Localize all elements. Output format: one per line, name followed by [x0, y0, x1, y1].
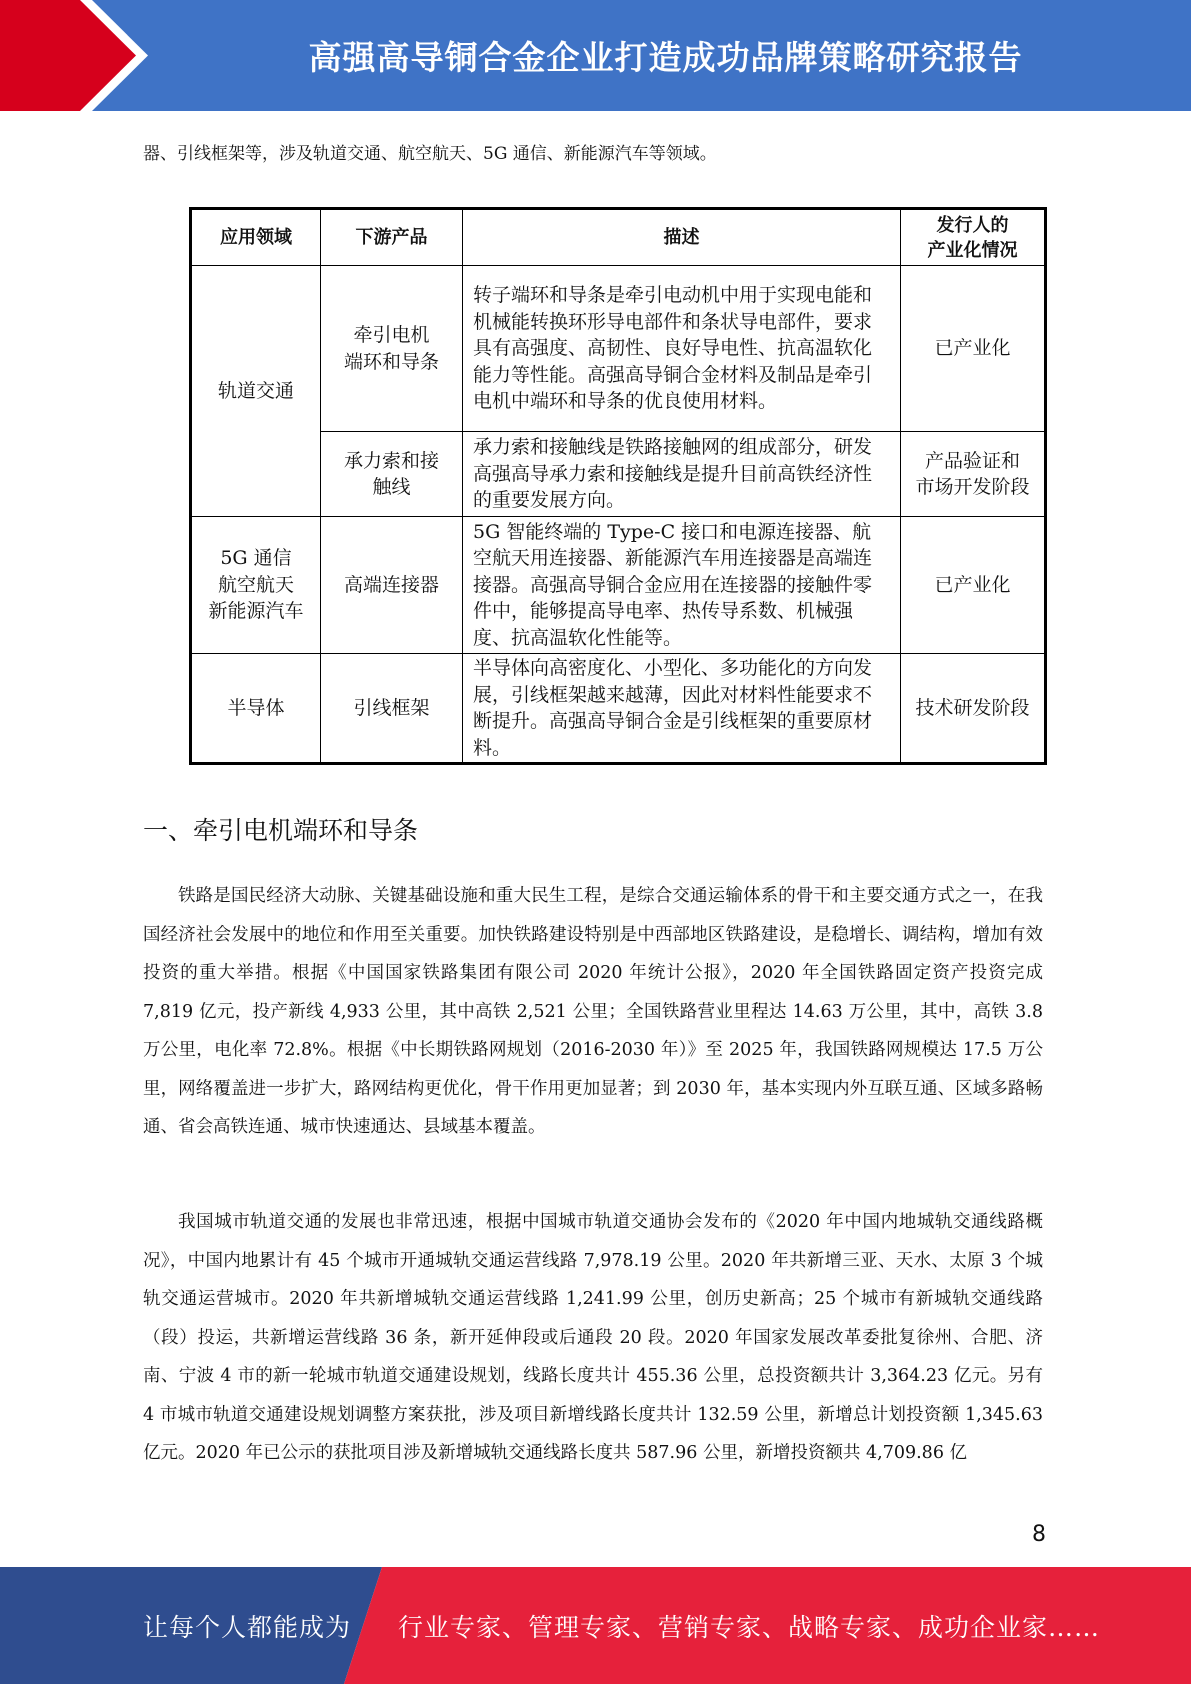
column-header: 下游产品	[321, 209, 463, 266]
desc-cell: 转子端环和导条是牵引电动机中用于实现电能和机械能转换环形导电部件和条状导电部件，要求具有高强度、高韧性、良好导电性、抗高温软化能力等性能。高强高导铜合金材料及制品是牵引电机中端环和导条的优良使用材料。	[463, 266, 901, 432]
table-header-row	[191, 209, 1046, 266]
desc-cell: 5G 智能终端的 Type-C 接口和电源连接器、航空航天用连接器、新能源汽车用连接器是高端连接器。高强高导铜合金应用在连接器的接触件零件中，能够提高导电率、热传导系数、机械强度、抗高温软化性能等。	[463, 517, 901, 654]
field-cell: 5G 通信 航空航天 新能源汽车	[191, 517, 321, 654]
section-heading: 一、牵引电机端环和导条	[143, 816, 419, 845]
field-cell: 轨道交通	[191, 266, 321, 517]
footer-slogan-right: 行业专家、管理专家、营销专家、战略专家、成功企业家……	[398, 1612, 1101, 1642]
column-header: 描述	[463, 209, 901, 266]
field-cell: 半导体	[191, 654, 321, 764]
status-cell: 已产业化	[901, 266, 1046, 432]
body-paragraph: 我国城市轨道交通的发展也非常迅速，根据中国城市轨道交通协会发布的《2020 年中国内地城轨交通线路概况》，中国内地累计有 45 个城市开通城轨交通运营线路 7,978.19 公里。2020 年共新增三亚、天水、太原 3 个城轨交通运营城市。2020 年共新增城轨交通运营线路 1,241.99 公里，创历史新高；25 个城市有新城轨交通线路（段）投运，共新增运营线路 36 条，新开延伸段或后通段 20 段。2020 年国家发展改革委批复徐州、合肥、济南、宁波 4 市的新一轮城市轨道交通建设规划，线路长度共计 455.36 公里，总投资额共计 3,364.23 亿元。另有 4 市城市轨道交通建设规划调整方案获批，涉及项目新增线路长度共计 132.59 公里，新增总计划投资额 1,345.63 亿元。2020 年已公示的获批项目涉及新增城轨交通线路长度共 587.96 公里，新增投资额共 4,709.86 亿	[143, 1212, 1043, 1463]
status-cell: 技术研发阶段	[901, 654, 1046, 764]
page-header	[0, 0, 1191, 111]
application-table	[189, 207, 1047, 765]
page-footer	[0, 1567, 1191, 1684]
red-chevron-decoration	[0, 0, 160, 111]
page-number: 8	[1032, 1522, 1046, 1547]
status-cell: 产品验证和 市场开发阶段	[901, 432, 1046, 517]
desc-cell: 半导体向高密度化、小型化、多功能化的方向发展，引线框架越来越薄，因此对材料性能要求不断提升。高强高导铜合金是引线框架的重要原材料。	[463, 654, 901, 764]
product-cell: 承力索和接 触线	[321, 432, 463, 517]
table-row	[191, 266, 1046, 432]
status-cell: 已产业化	[901, 517, 1046, 654]
report-title: 高强高导铜合金企业打造成功品牌策略研究报告	[308, 38, 1023, 77]
desc-cell: 承力索和接触线是铁路接触网的组成部分，研发高强高导承力索和接触线是提升目前高铁经济性的重要发展方向。	[463, 432, 901, 517]
table-row	[191, 517, 1046, 654]
product-cell: 高端连接器	[321, 517, 463, 654]
product-cell: 引线框架	[321, 654, 463, 764]
column-header: 发行人的 产业化情况	[901, 209, 1046, 266]
body-paragraph: 铁路是国民经济大动脉、关键基础设施和重大民生工程，是综合交通运输体系的骨干和主要交通方式之一，在我国经济社会发展中的地位和作用至关重要。加快铁路建设特别是中西部地区铁路建设，是稳增长、调结构，增加有效投资的重大举措。根据《中国国家铁路集团有限公司 2020 年统计公报》，2020 年全国铁路固定资产投资完成 7,819 亿元，投产新线 4,933 公里，其中高铁 2,521 公里；全国铁路营业里程达 14.63 万公里，其中，高铁 3.8 万公里，电化率 72.8%。根据《中长期铁路网规划（2016-2030 年）》至 2025 年，我国铁路网规模达 17.5 万公里，网络覆盖进一步扩大，路网结构更优化，骨干作用更加显著；到 2030 年，基本实现内外互联互通、区域多路畅通、省会高铁连通、城市快速通达、县域基本覆盖。	[143, 886, 1043, 1137]
footer-slogan-left: 让每个人都能成为	[143, 1612, 352, 1642]
intro-text: 器、引线框架等，涉及轨道交通、航空航天、5G 通信、新能源汽车等领域。	[143, 144, 717, 164]
column-header: 应用领域	[191, 209, 321, 266]
table-row	[191, 654, 1046, 764]
product-cell: 牵引电机 端环和导条	[321, 266, 463, 432]
